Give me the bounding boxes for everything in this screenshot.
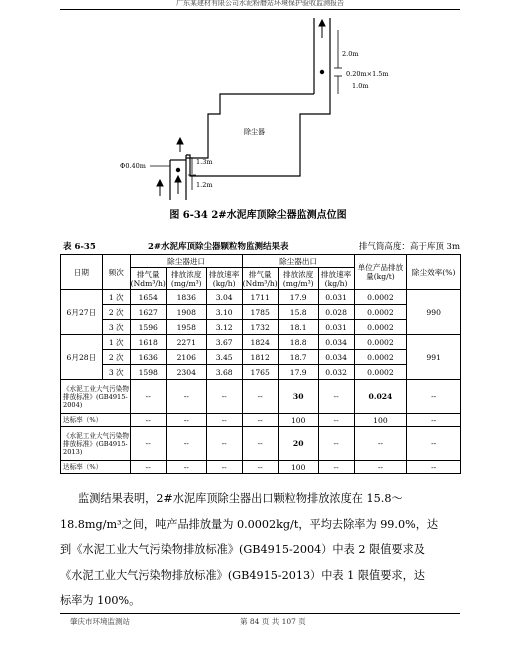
table-cell: 17.9 (278, 290, 318, 305)
efficiency-cell: 990 (407, 290, 461, 335)
table-cell: 1824 (242, 335, 278, 350)
table-cell: 3.67 (206, 335, 242, 350)
dim-opening: 0.20m×1.5m (346, 70, 389, 78)
table-cell: 1627 (130, 305, 166, 320)
th-inlet-rate: 排放速率(kg/h) (206, 268, 242, 290)
table-cell: 3.10 (206, 305, 242, 320)
th-outlet: 除尘器出口 (242, 255, 354, 268)
th-unit-emission: 单位产品排放量(kg/t) (354, 255, 407, 290)
standard-2013-conc: 20 (278, 427, 318, 461)
table-cell: -- (206, 461, 242, 474)
th-date: 日期 (61, 255, 103, 290)
table-cell: 0.0002 (354, 365, 407, 380)
table-cell: -- (206, 380, 242, 414)
table-cell: -- (242, 414, 278, 427)
table-cell: -- (206, 427, 242, 461)
table-row (61, 305, 461, 320)
date-cell: 6月27日 (61, 290, 103, 335)
table-row (61, 290, 461, 305)
table-cell: 100 (354, 414, 407, 427)
table-note: 排气筒高度：高于库顶 3m (358, 242, 460, 252)
dim-2m: 2.0m (342, 50, 359, 58)
table-cell: 0.0002 (354, 305, 407, 320)
rate-2004-label: 达标率（%） (61, 414, 131, 427)
th-outlet-flow: 排气量(Ndm³/h) (242, 269, 278, 288)
table-cell: 15.8 (278, 305, 318, 320)
table-cell: -- (166, 414, 206, 427)
paragraph-line: 18.8mg/m³之间，吨产品排放量为 0.0002kg/t，平均去除率为 99.0%，达 (60, 517, 439, 531)
table-cell: 2271 (166, 335, 206, 350)
table-cell: -- (318, 461, 354, 474)
table-row (61, 335, 461, 350)
th-inlet-conc: 排放浓度(mg/m³) (166, 268, 206, 290)
table-cell: -- (242, 427, 278, 461)
table-cell: -- (318, 380, 354, 414)
table-cell: 1596 (130, 320, 166, 335)
paragraph-line: 《水泥工业大气污染物排放标准》(GB4915-2013）中表 1 限值要求，达 (60, 568, 425, 582)
table-cell: 1 次 (102, 290, 130, 305)
paragraph-line: 标率为 100%。 (60, 594, 141, 607)
table-cell: 3.04 (206, 290, 242, 305)
efficiency-cell: 991 (407, 335, 461, 380)
table-cell: -- (206, 414, 242, 427)
table-cell: 3.12 (206, 320, 242, 335)
table-cell: 0.034 (318, 350, 354, 365)
th-efficiency: 除尘效率(%) (407, 255, 461, 290)
table-cell: -- (130, 461, 166, 474)
standard-2004-row (61, 380, 461, 414)
table-cell: 1785 (242, 305, 278, 320)
table-cell: 0.031 (318, 290, 354, 305)
table-cell: -- (166, 461, 206, 474)
table-cell: 18.8 (278, 335, 318, 350)
table-cell: 3.45 (206, 350, 242, 365)
table-cell: -- (242, 380, 278, 414)
table-cell: -- (354, 461, 407, 474)
table-row (61, 365, 461, 380)
table-number: 表 6-35 (63, 242, 96, 252)
table-cell: 0.0002 (354, 350, 407, 365)
dim-1m: 1.0m (352, 82, 369, 90)
paragraph-line: 到《水泥工业大气污染物排放标准》(GB4915-2004）中表 2 限值要求及 (60, 543, 425, 556)
inlet-sample-point (176, 168, 180, 172)
table-cell: 2106 (166, 350, 206, 365)
box-label: 除尘器 (244, 128, 265, 136)
outlet-sample-point (320, 70, 324, 74)
th-inlet-flow: 排气量(Ndm³/h) (130, 269, 166, 288)
results-table (60, 254, 461, 474)
rate-2013-row (61, 461, 461, 474)
table-cell: 0.034 (318, 335, 354, 350)
table-cell: -- (166, 380, 206, 414)
table-cell: -- (407, 461, 461, 474)
table-cell: -- (407, 427, 461, 461)
table-cell: 1908 (166, 305, 206, 320)
conclusion-paragraph (60, 486, 468, 614)
table-cell: 0.0002 (354, 335, 407, 350)
figure-caption: 图 6-34 2#水泥库顶除尘器监测点位图 (169, 210, 347, 221)
footer-page-number: 第 84 页 共 107 页 (240, 617, 306, 626)
table-cell: 1598 (130, 365, 166, 380)
footer-org: 肇庆市环境监测站 (70, 617, 130, 626)
standard-2013-label: 《水泥工业大气污染物排放标准》(GB4915-2013) (61, 427, 131, 461)
standard-2013-row (61, 427, 461, 461)
table-cell: -- (166, 427, 206, 461)
table-title: 2#水泥库顶除尘器颗粒物监测结果表 (148, 242, 289, 252)
box-outline-left (186, 94, 314, 158)
table-cell: 18.7 (278, 350, 318, 365)
table-cell: -- (130, 414, 166, 427)
table-cell: -- (130, 427, 166, 461)
table-cell: 1 次 (102, 335, 130, 350)
rate-2004-row (61, 414, 461, 427)
rate-2013-label: 达标率（%） (61, 461, 131, 474)
table-cell: -- (354, 427, 407, 461)
table-cell: -- (130, 380, 166, 414)
table-cell: 17.9 (278, 365, 318, 380)
table-cell: -- (407, 414, 461, 427)
table-cell: 3.68 (206, 365, 242, 380)
th-freq: 频次 (102, 255, 130, 290)
table-cell: -- (318, 427, 354, 461)
dim-diameter: Φ0.40m (120, 162, 146, 170)
table-cell: 1732 (242, 320, 278, 335)
table-cell: 1636 (130, 350, 166, 365)
standard-2004-conc: 30 (278, 380, 318, 414)
dim-1-3m: 1.3m (196, 158, 213, 166)
table-cell: -- (407, 380, 461, 414)
table-cell: 100 (278, 414, 318, 427)
table-cell: 0.032 (318, 365, 354, 380)
table-cell: 18.1 (278, 320, 318, 335)
table-cell: 1654 (130, 290, 166, 305)
paragraph-line: 监测结果表明，2#水泥库顶除尘器出口颗粒物排放浓度在 15.8～ (78, 492, 403, 505)
table-cell: 1836 (166, 290, 206, 305)
table-cell: 1765 (242, 365, 278, 380)
th-outlet-rate: 排放速率(kg/h) (318, 268, 354, 290)
table-cell: 2 次 (102, 305, 130, 320)
table-cell: 3 次 (102, 365, 130, 380)
table-cell: 1812 (242, 350, 278, 365)
table-cell: 1618 (130, 335, 166, 350)
table-row (61, 350, 461, 365)
running-header: 广东某建材有限公司水泥粉磨站环境保护验收监测报告 (60, 0, 460, 10)
table-cell: -- (318, 414, 354, 427)
table-cell: 3 次 (102, 320, 130, 335)
date-cell: 6月28日 (61, 335, 103, 380)
dim-1-2m: 1.2m (196, 181, 213, 189)
th-inlet: 除尘器进口 (130, 255, 242, 268)
th-outlet-conc: 排放浓度(mg/m³) (278, 268, 318, 290)
monitoring-point-diagram (100, 10, 400, 202)
table-cell: 0.028 (318, 305, 354, 320)
table-cell: 100 (278, 461, 318, 474)
table-cell: 0.0002 (354, 290, 407, 305)
table-title-row (60, 240, 460, 252)
table-cell: 2304 (166, 365, 206, 380)
standard-2004-unit-emission: 0.024 (354, 380, 407, 414)
table-cell: 1711 (242, 290, 278, 305)
table-cell: 0.0002 (354, 320, 407, 335)
table-cell: -- (242, 461, 278, 474)
standard-2004-label: 《水泥工业大气污染物排放标准》(GB4915-2004) (61, 380, 131, 414)
table-cell: 1958 (166, 320, 206, 335)
page-footer (60, 613, 460, 626)
table-row (61, 320, 461, 335)
table-cell: 0.031 (318, 320, 354, 335)
table-cell: 2 次 (102, 350, 130, 365)
